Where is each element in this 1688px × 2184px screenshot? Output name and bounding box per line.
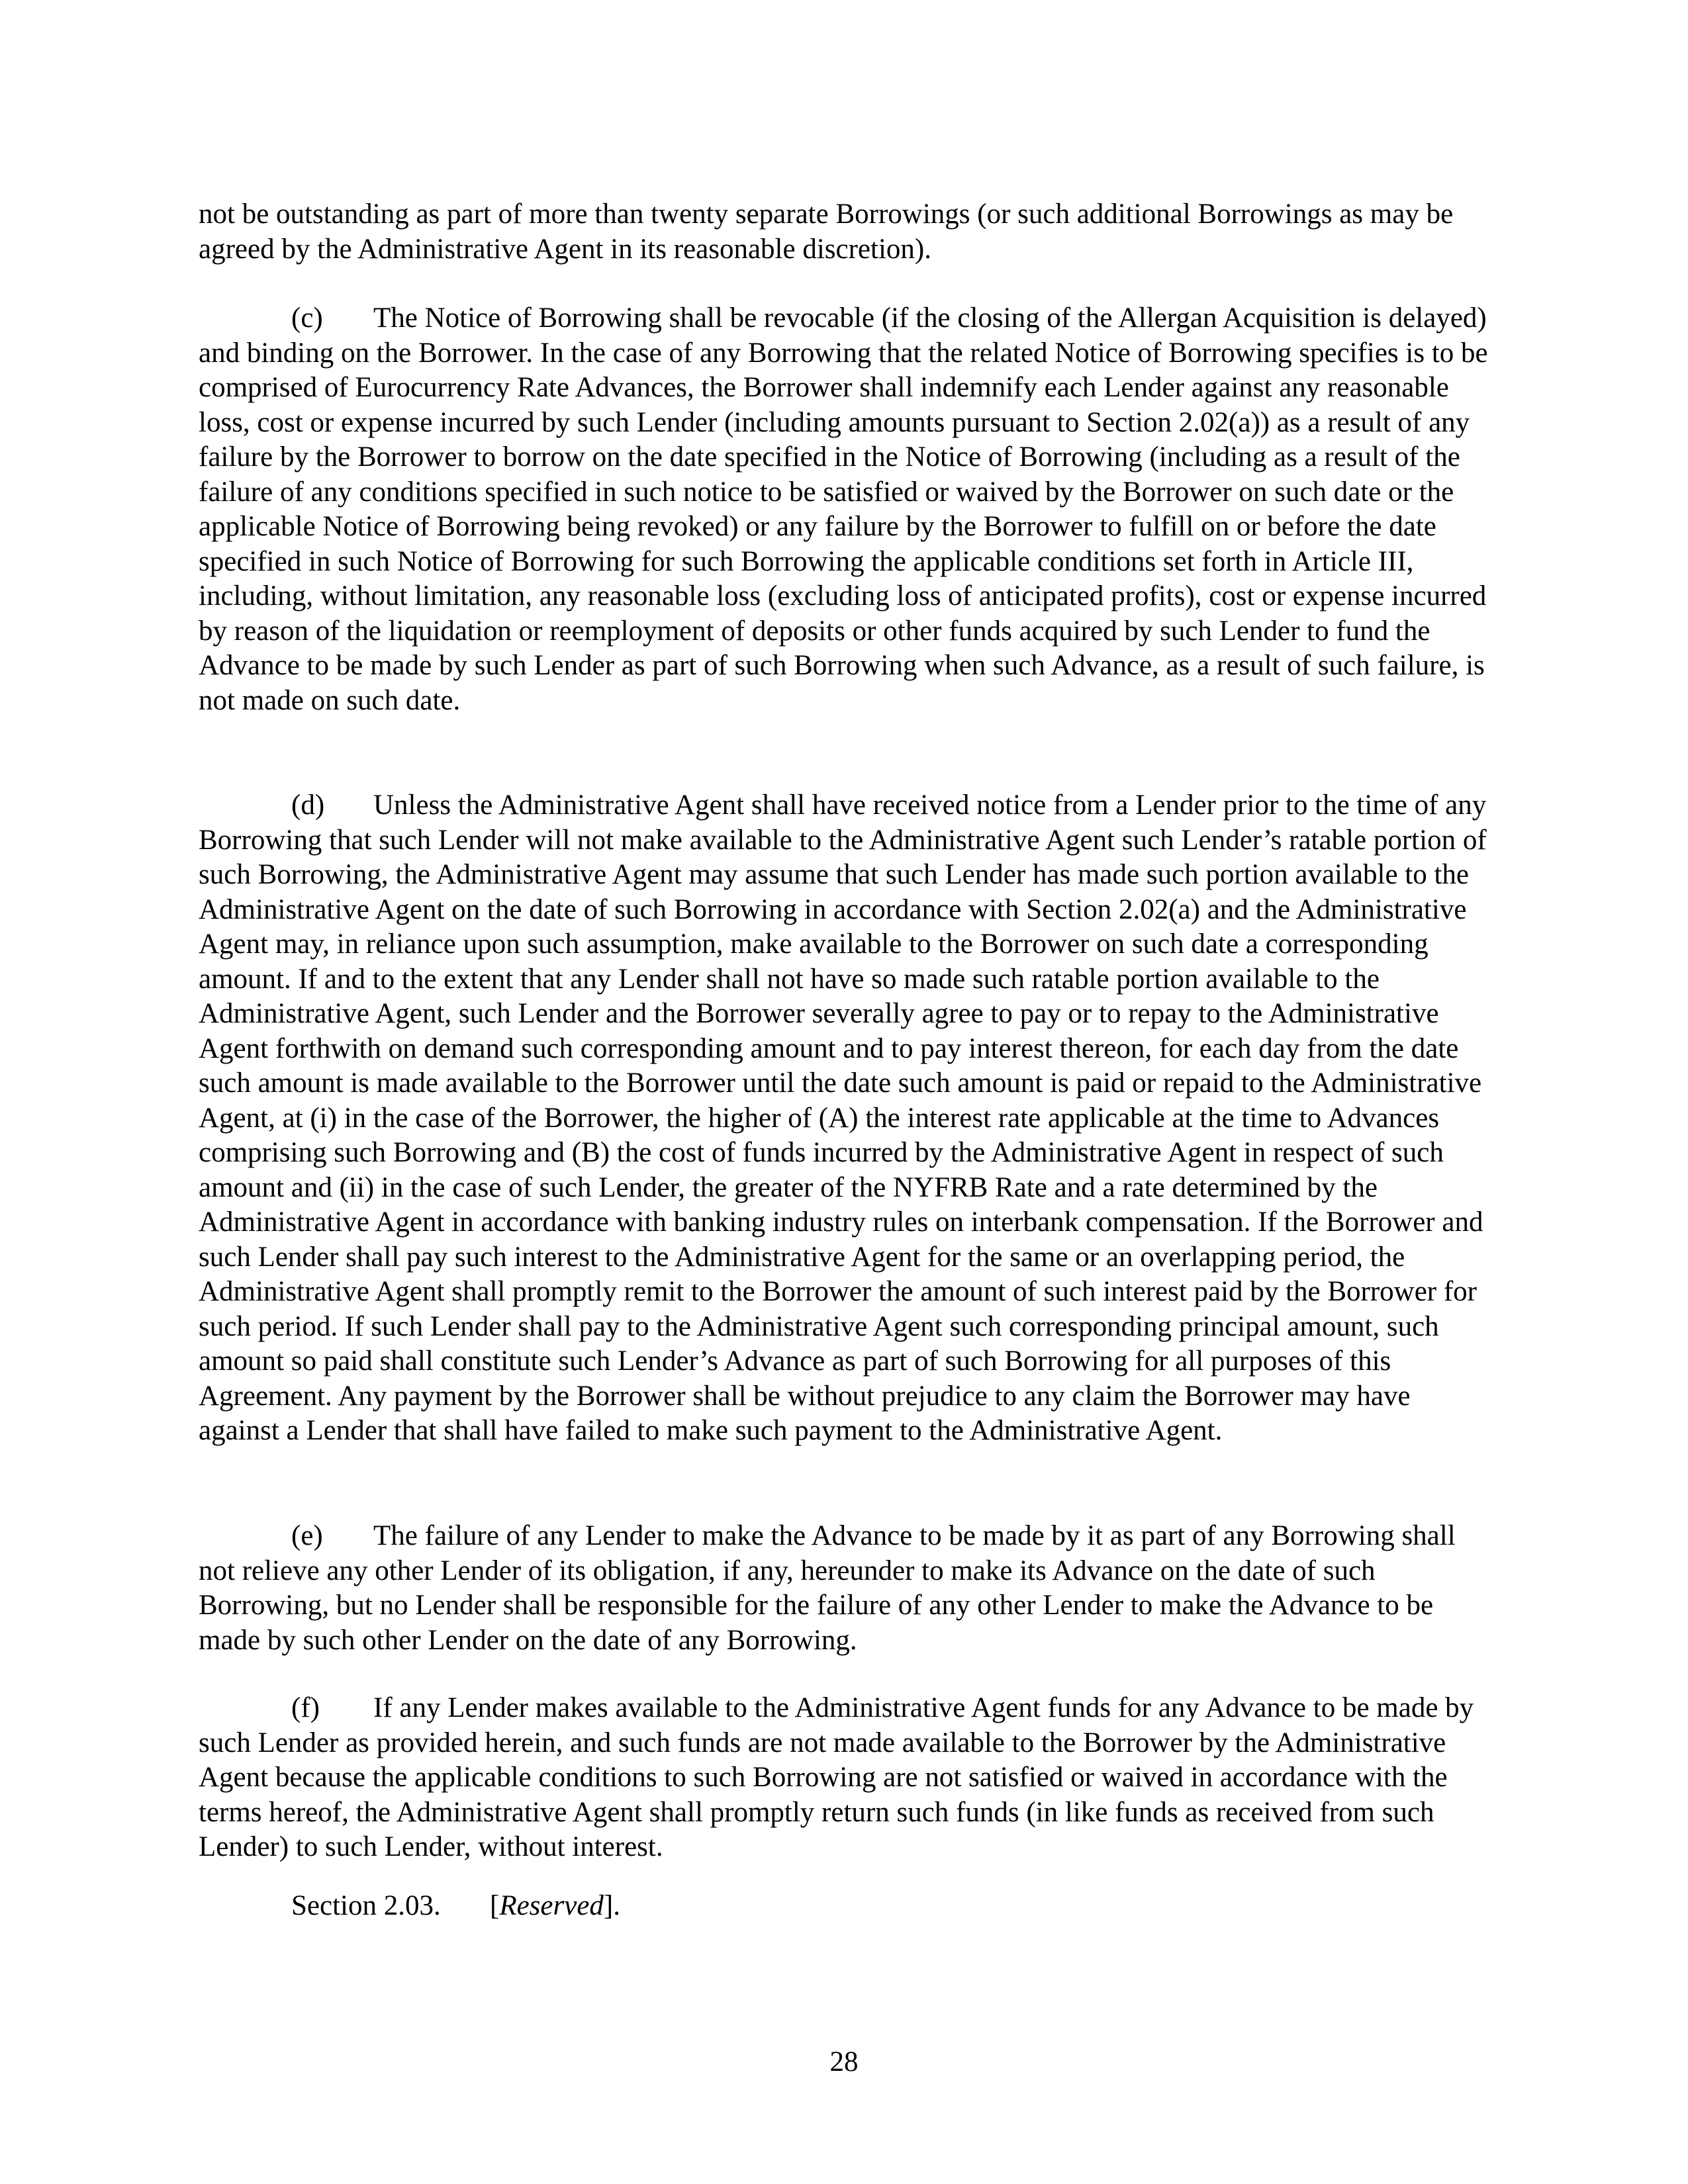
paragraph-f-text: If any Lender makes available to the Administrative Agent funds for any Advance to be made by such Lender as provided herein, and such funds are not made available to the Borrower by the Administrative Agent because the applicable conditions to such Borrowing are not satisfied or waived in accordance with the terms hereof, the Administrative Agent shall promptly return such funds (in like funds as received from such Lender) to such Lender, without interest. — [199, 1692, 1474, 1862]
paragraph-c-body — [199, 301, 1489, 718]
paragraph-e-text: The failure of any Lender to make the Advance to be made by it as part of any Borrowing shall not relieve any other Lender of its obligation, if any, hereunder to make its Advance on the date of such Borrowing, but no Lender shall be responsible for the failure of any other Lender to make the Advance to be made by such other Lender on the date of any Borrowing. — [199, 1520, 1456, 1656]
paragraph-e — [199, 1519, 1489, 1658]
continuation-text: not be outstanding as part of more than twenty separate Borrowings (or such additional Borrowings as may be agreed by the Administrative Agent in its reasonable discretion). — [199, 199, 1454, 265]
section-number: Section 2.03. — [291, 1890, 441, 1921]
section-title: Reserved — [499, 1890, 604, 1921]
paragraph-c-label: (c) — [291, 302, 323, 334]
paragraph-d — [199, 788, 1489, 1449]
section-title-open: [ — [490, 1890, 500, 1921]
section-title-close: ]. — [603, 1890, 620, 1921]
paragraph-d-label: (d) — [291, 790, 325, 821]
section-heading — [291, 1889, 620, 1924]
paragraph-f — [199, 1691, 1489, 1865]
continuation-paragraph — [199, 197, 1489, 267]
paragraph-f-label: (f) — [291, 1692, 320, 1723]
paragraph-f-body — [199, 1691, 1489, 1865]
paragraph-d-body — [199, 788, 1489, 1449]
paragraph-c-text: The Notice of Borrowing shall be revocable (if the closing of the Allergan Acquisition is delayed) and binding on the Borrower. In the case of any Borrowing that the related Notice of Borrowing specifies is to be comprised of Eurocurrency Rate Advances, the Borrower shall indemnify each Lender against any reasonable loss, cost or expense incurred by such Lender (including amounts pursuant to Section 2.02(a)) as a result of any failure by the Borrower to borrow on the date specified in the Notice of Borrowing (including as a result of the failure of any conditions specified in such notice to be satisfied or waived by the Borrower on such date or the applicable Notice of Borrowing being revoked) or any failure by the Borrower to fulfill on or before the date specified in such Notice of Borrowing for such Borrowing the applicable conditions set forth in Article III, including, without limitation, any reasonable loss (excluding loss of anticipated profits), cost or expense incurred by reason of the liquidation or reemployment of deposits or other funds acquired by such Lender to fund the Advance to be made by such Lender as part of such Borrowing when such Advance, as a result of such failure, is not made on such date. — [199, 302, 1488, 716]
paragraph-d-text: Unless the Administrative Agent shall have received notice from a Lender prior to the time of any Borrowing that such Lender will not make available to the Administrative Agent such Lender’s ratable portion of such Borrowing, the Administrative Agent may assume that such Lender has made such portion available to the Administrative Agent on the date of such Borrowing in accordance with Section 2.02(a) and the Administrative Agent may, in reliance upon such assumption, make available to the Borrower on such date a corresponding amount. If and to the extent that any Lender shall not have so made such ratable portion available to the Administrative Agent, such Lender and the Borrower severally agree to pay or to repay to the Administrative Agent forthwith on demand such corresponding amount and to pay interest thereon, for each day from the date such amount is made available to the Borrower until the date such amount is paid or repaid to the Administrative Agent, at (i) in the case of the Borrower, the higher of (A) the interest rate applicable at the time to Advances comprising such Borrowing and (B) the cost of funds incurred by the Administrative Agent in respect of such amount and (ii) in the case of such Lender, the greater of the NYFRB Rate and a rate determined by the Administrative Agent in accordance with banking industry rules on interbank compensation. If the Borrower and such Lender shall pay such interest to the Administrative Agent for the same or an overlapping period, the Administrative Agent shall promptly remit to the Borrower the amount of such interest paid by the Borrower for such period. If such Lender shall pay to the Administrative Agent such corresponding principal amount, such amount so paid shall constitute such Lender’s Advance as part of such Borrowing for all purposes of this Agreement. Any payment by the Borrower shall be without prejudice to any claim the Borrower may have against a Lender that shall have failed to make such payment to the Administrative Agent. — [199, 790, 1487, 1446]
paragraph-e-label: (e) — [291, 1520, 323, 1551]
paragraph-c — [199, 301, 1489, 718]
paragraph-e-body — [199, 1519, 1489, 1658]
page-number: 28 — [829, 2046, 859, 2077]
